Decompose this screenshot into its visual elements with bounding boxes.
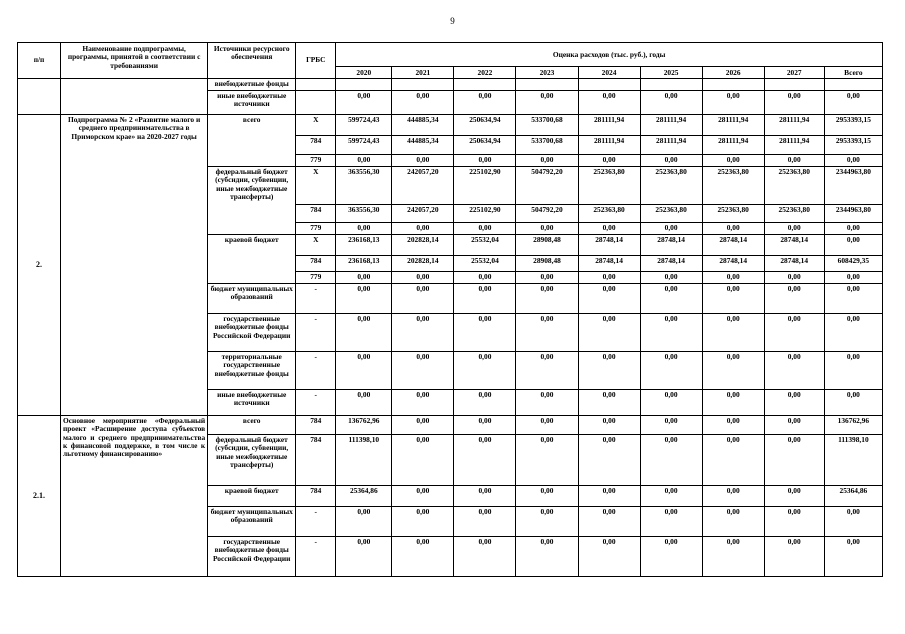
value-cell: 0,00 — [578, 155, 640, 167]
value-cell: 504792,20 — [516, 205, 578, 223]
value-cell: 0,00 — [392, 155, 454, 167]
value-cell: 0,00 — [516, 284, 578, 314]
value-cell: 0,00 — [824, 272, 882, 284]
value-cell — [640, 79, 702, 91]
value-cell: 0,00 — [824, 284, 882, 314]
value-cell: 0,00 — [392, 416, 454, 435]
value-cell: 0,00 — [764, 272, 824, 284]
grbs-cell: - — [296, 284, 336, 314]
value-cell: 28748,14 — [764, 235, 824, 256]
value-cell: 0,00 — [702, 416, 764, 435]
value-cell: 0,00 — [764, 314, 824, 352]
value-cell: 363556,30 — [336, 167, 392, 205]
grbs-cell: - — [296, 390, 336, 416]
value-cell: 0,00 — [640, 223, 702, 235]
value-cell: 0,00 — [702, 91, 764, 115]
value-cell: 0,00 — [578, 284, 640, 314]
grbs-cell: 784 — [296, 435, 336, 486]
table-row — [18, 416, 883, 435]
value-cell: 28748,14 — [640, 235, 702, 256]
grbs-cell — [296, 79, 336, 91]
value-cell: 0,00 — [578, 272, 640, 284]
value-cell: 0,00 — [516, 537, 578, 577]
value-cell: 281111,94 — [702, 136, 764, 155]
value-cell: 0,00 — [824, 223, 882, 235]
value-cell: 0,00 — [516, 486, 578, 507]
value-cell: 0,00 — [392, 507, 454, 537]
value-cell: 0,00 — [516, 223, 578, 235]
value-cell: 0,00 — [454, 507, 516, 537]
grbs-cell: Х — [296, 235, 336, 256]
row-name — [61, 79, 208, 115]
value-cell — [824, 79, 882, 91]
header-year: 2020 — [336, 67, 392, 79]
value-cell: 202828,14 — [392, 235, 454, 256]
value-cell: 0,00 — [392, 284, 454, 314]
grbs-cell: 784 — [296, 416, 336, 435]
header-year: 2024 — [578, 67, 640, 79]
grbs-cell: - — [296, 507, 336, 537]
value-cell: 0,00 — [764, 284, 824, 314]
value-cell: 363556,30 — [336, 205, 392, 223]
value-cell: 0,00 — [578, 91, 640, 115]
value-cell: 0,00 — [824, 155, 882, 167]
value-cell: 0,00 — [454, 272, 516, 284]
header-year: 2025 — [640, 67, 702, 79]
value-cell: 0,00 — [578, 435, 640, 486]
budget-table — [17, 42, 883, 577]
value-cell — [516, 79, 578, 91]
value-cell: 28748,14 — [578, 235, 640, 256]
value-cell: 0,00 — [336, 155, 392, 167]
value-cell: 2344963,80 — [824, 167, 882, 205]
value-cell: 599724,43 — [336, 115, 392, 136]
page-number: 9 — [450, 16, 455, 26]
value-cell: 0,00 — [578, 486, 640, 507]
value-cell: 0,00 — [454, 416, 516, 435]
value-cell: 599724,43 — [336, 136, 392, 155]
value-cell: 0,00 — [640, 314, 702, 352]
value-cell: 242057,20 — [392, 205, 454, 223]
grbs-cell: - — [296, 352, 336, 390]
value-cell: 0,00 — [392, 435, 454, 486]
header-name-text: Наименование подпрограммы, программы, принятой в соответствии с требованиями — [67, 45, 201, 70]
value-cell: 252363,80 — [764, 205, 824, 223]
value-cell: 0,00 — [516, 390, 578, 416]
value-cell: 0,00 — [702, 486, 764, 507]
value-cell: 25364,86 — [336, 486, 392, 507]
section-number: 2.1. — [18, 416, 61, 577]
value-cell: 202828,14 — [392, 256, 454, 272]
value-cell: 281111,94 — [764, 136, 824, 155]
value-cell: 236168,13 — [336, 256, 392, 272]
grbs-cell: 784 — [296, 486, 336, 507]
value-cell: 0,00 — [764, 223, 824, 235]
grbs-cell: 779 — [296, 272, 336, 284]
header-num: п/п — [18, 43, 61, 79]
value-cell: 0,00 — [392, 223, 454, 235]
value-cell: 0,00 — [640, 272, 702, 284]
header-year: 2022 — [454, 67, 516, 79]
value-cell: 0,00 — [824, 507, 882, 537]
value-cell: 0,00 — [702, 435, 764, 486]
value-cell — [702, 79, 764, 91]
value-cell: 242057,20 — [392, 167, 454, 205]
value-cell: 28748,14 — [578, 256, 640, 272]
value-cell: 0,00 — [764, 91, 824, 115]
value-cell: 281111,94 — [702, 115, 764, 136]
value-cell: 0,00 — [702, 390, 764, 416]
source-cell: федеральный бюджет (субсидии, субвенции, иные межбюджетные трансферты) — [208, 435, 296, 486]
value-cell: 281111,94 — [578, 136, 640, 155]
value-cell: 0,00 — [454, 223, 516, 235]
value-cell: 0,00 — [764, 390, 824, 416]
value-cell: 0,00 — [824, 537, 882, 577]
value-cell: 252363,80 — [578, 167, 640, 205]
grbs-cell: - — [296, 537, 336, 577]
value-cell: 0,00 — [764, 155, 824, 167]
value-cell: 0,00 — [454, 390, 516, 416]
source-cell: бюджет муниципальных образований — [208, 507, 296, 537]
value-cell: 0,00 — [702, 314, 764, 352]
header-estimate: Оценка расходов (тыс. руб.), годы — [336, 43, 883, 67]
value-cell: 0,00 — [336, 91, 392, 115]
source-cell: государственные внебюджетные фонды Российской Федерации — [208, 537, 296, 577]
value-cell: 28748,14 — [702, 235, 764, 256]
value-cell: 0,00 — [640, 486, 702, 507]
value-cell: 0,00 — [516, 416, 578, 435]
value-cell: 0,00 — [640, 390, 702, 416]
value-cell: 0,00 — [764, 352, 824, 390]
value-cell: 0,00 — [578, 352, 640, 390]
source-cell: всего — [208, 416, 296, 435]
value-cell: 25364,86 — [824, 486, 882, 507]
value-cell: 0,00 — [702, 223, 764, 235]
value-cell: 0,00 — [454, 284, 516, 314]
value-cell: 0,00 — [454, 91, 516, 115]
source-cell: краевой бюджет — [208, 235, 296, 284]
value-cell: 0,00 — [824, 314, 882, 352]
value-cell: 0,00 — [764, 537, 824, 577]
value-cell: 0,00 — [516, 352, 578, 390]
value-cell: 0,00 — [702, 155, 764, 167]
value-cell: 281111,94 — [640, 115, 702, 136]
value-cell: 250634,94 — [454, 115, 516, 136]
value-cell: 0,00 — [454, 314, 516, 352]
value-cell: 281111,94 — [640, 136, 702, 155]
value-cell: 0,00 — [516, 507, 578, 537]
value-cell: 0,00 — [764, 486, 824, 507]
value-cell: 0,00 — [392, 272, 454, 284]
value-cell: 0,00 — [640, 416, 702, 435]
value-cell: 0,00 — [454, 352, 516, 390]
value-cell: 0,00 — [578, 223, 640, 235]
value-cell: 136762,96 — [824, 416, 882, 435]
value-cell: 0,00 — [336, 272, 392, 284]
value-cell — [392, 79, 454, 91]
value-cell: 0,00 — [764, 416, 824, 435]
grbs-cell: Х — [296, 167, 336, 205]
value-cell: 0,00 — [702, 352, 764, 390]
value-cell: 0,00 — [578, 390, 640, 416]
value-cell: 28908,48 — [516, 256, 578, 272]
value-cell: 0,00 — [824, 352, 882, 390]
value-cell: 0,00 — [336, 314, 392, 352]
header-year: 2026 — [702, 67, 764, 79]
value-cell: 0,00 — [336, 352, 392, 390]
grbs-cell: 784 — [296, 136, 336, 155]
value-cell: 0,00 — [640, 284, 702, 314]
value-cell: 2953393,15 — [824, 136, 882, 155]
value-cell: 0,00 — [336, 537, 392, 577]
value-cell: 0,00 — [764, 507, 824, 537]
value-cell — [764, 79, 824, 91]
grbs-cell: 784 — [296, 205, 336, 223]
value-cell: 28748,14 — [640, 256, 702, 272]
value-cell: 0,00 — [392, 390, 454, 416]
value-cell: 0,00 — [702, 537, 764, 577]
value-cell: 225102,90 — [454, 205, 516, 223]
value-cell: 0,00 — [454, 486, 516, 507]
value-cell: 0,00 — [640, 435, 702, 486]
value-cell: 0,00 — [454, 537, 516, 577]
value-cell: 0,00 — [392, 314, 454, 352]
header-source: Источники ресурсного обеспечения — [208, 43, 296, 79]
value-cell: 0,00 — [824, 91, 882, 115]
header-year: 2021 — [392, 67, 454, 79]
value-cell: 136762,96 — [336, 416, 392, 435]
value-cell: 225102,90 — [454, 167, 516, 205]
value-cell: 0,00 — [516, 155, 578, 167]
source-cell: территориальные государственные внебюджетные фонды — [208, 352, 296, 390]
value-cell: 533700,68 — [516, 136, 578, 155]
value-cell — [578, 79, 640, 91]
value-cell: 0,00 — [454, 155, 516, 167]
row-num — [18, 79, 61, 115]
value-cell: 281111,94 — [764, 115, 824, 136]
value-cell: 0,00 — [640, 155, 702, 167]
source-cell: государственные внебюджетные фонды Российской Федерации — [208, 314, 296, 352]
header-name — [61, 43, 208, 79]
value-cell: 0,00 — [516, 91, 578, 115]
value-cell: 0,00 — [336, 223, 392, 235]
source-cell: иные внебюджетные источники — [208, 91, 296, 115]
value-cell: 608429,35 — [824, 256, 882, 272]
header-year: Всего — [824, 67, 882, 79]
value-cell: 28908,48 — [516, 235, 578, 256]
value-cell: 444885,34 — [392, 136, 454, 155]
value-cell: 0,00 — [640, 537, 702, 577]
value-cell: 0,00 — [578, 537, 640, 577]
value-cell: 0,00 — [336, 507, 392, 537]
value-cell: 0,00 — [336, 390, 392, 416]
value-cell: 252363,80 — [578, 205, 640, 223]
section-name: Основное мероприятие «Федеральный проект «Расширение доступа субъектов малого и среднего предпринимательства к финансовой поддержке, в том числе к льготному финансированию» — [61, 416, 208, 577]
value-cell: 0,00 — [336, 284, 392, 314]
value-cell: 0,00 — [392, 486, 454, 507]
value-cell: 533700,68 — [516, 115, 578, 136]
section-number: 2. — [18, 115, 61, 416]
source-cell: краевой бюджет — [208, 486, 296, 507]
source-cell: бюджет муниципальных образований — [208, 284, 296, 314]
value-cell: 0,00 — [702, 507, 764, 537]
value-cell: 0,00 — [578, 314, 640, 352]
source-cell: внебюджетные фонды — [208, 79, 296, 91]
table-row — [18, 115, 883, 136]
value-cell: 2344963,80 — [824, 205, 882, 223]
header-year: 2023 — [516, 67, 578, 79]
grbs-cell: Х — [296, 115, 336, 136]
value-cell: 2953393,15 — [824, 115, 882, 136]
value-cell: 25532,04 — [454, 256, 516, 272]
grbs-cell: 784 — [296, 256, 336, 272]
value-cell: 111398,10 — [336, 435, 392, 486]
value-cell: 0,00 — [640, 91, 702, 115]
value-cell: 0,00 — [824, 390, 882, 416]
value-cell — [454, 79, 516, 91]
value-cell: 0,00 — [392, 91, 454, 115]
value-cell: 0,00 — [454, 435, 516, 486]
value-cell: 252363,80 — [640, 205, 702, 223]
value-cell: 0,00 — [516, 314, 578, 352]
value-cell: 281111,94 — [578, 115, 640, 136]
value-cell: 25532,04 — [454, 235, 516, 256]
value-cell: 28748,14 — [702, 256, 764, 272]
value-cell: 111398,10 — [824, 435, 882, 486]
value-cell: 236168,13 — [336, 235, 392, 256]
grbs-cell: 779 — [296, 155, 336, 167]
value-cell: 0,00 — [392, 352, 454, 390]
value-cell: 0,00 — [516, 435, 578, 486]
grbs-cell: 779 — [296, 223, 336, 235]
section-name: Подпрограмма № 2 «Развитие малого и среднего предпринимательства в Приморском крае» на 2020-2027 годы — [61, 115, 208, 416]
value-cell: 504792,20 — [516, 167, 578, 205]
grbs-cell: - — [296, 314, 336, 352]
header-year: 2027 — [764, 67, 824, 79]
value-cell: 0,00 — [640, 507, 702, 537]
value-cell: 252363,80 — [640, 167, 702, 205]
value-cell: 0,00 — [578, 416, 640, 435]
value-cell: 250634,94 — [454, 136, 516, 155]
source-cell: всего — [208, 115, 296, 167]
value-cell: 252363,80 — [702, 167, 764, 205]
value-cell: 0,00 — [392, 537, 454, 577]
value-cell: 0,00 — [640, 352, 702, 390]
header-grbs: ГРБС — [296, 43, 336, 79]
value-cell: 0,00 — [516, 272, 578, 284]
value-cell: 0,00 — [702, 284, 764, 314]
value-cell: 0,00 — [702, 272, 764, 284]
value-cell: 0,00 — [764, 435, 824, 486]
value-cell: 444885,34 — [392, 115, 454, 136]
table-row — [18, 79, 883, 91]
value-cell: 28748,14 — [764, 256, 824, 272]
value-cell: 0,00 — [824, 235, 882, 256]
value-cell: 0,00 — [578, 507, 640, 537]
grbs-cell — [296, 91, 336, 115]
source-cell: федеральный бюджет (субсидии, субвенции, иные межбюджетные трансферты) — [208, 167, 296, 235]
value-cell: 252363,80 — [702, 205, 764, 223]
source-cell: иные внебюджетные источники — [208, 390, 296, 416]
value-cell — [336, 79, 392, 91]
value-cell: 252363,80 — [764, 167, 824, 205]
